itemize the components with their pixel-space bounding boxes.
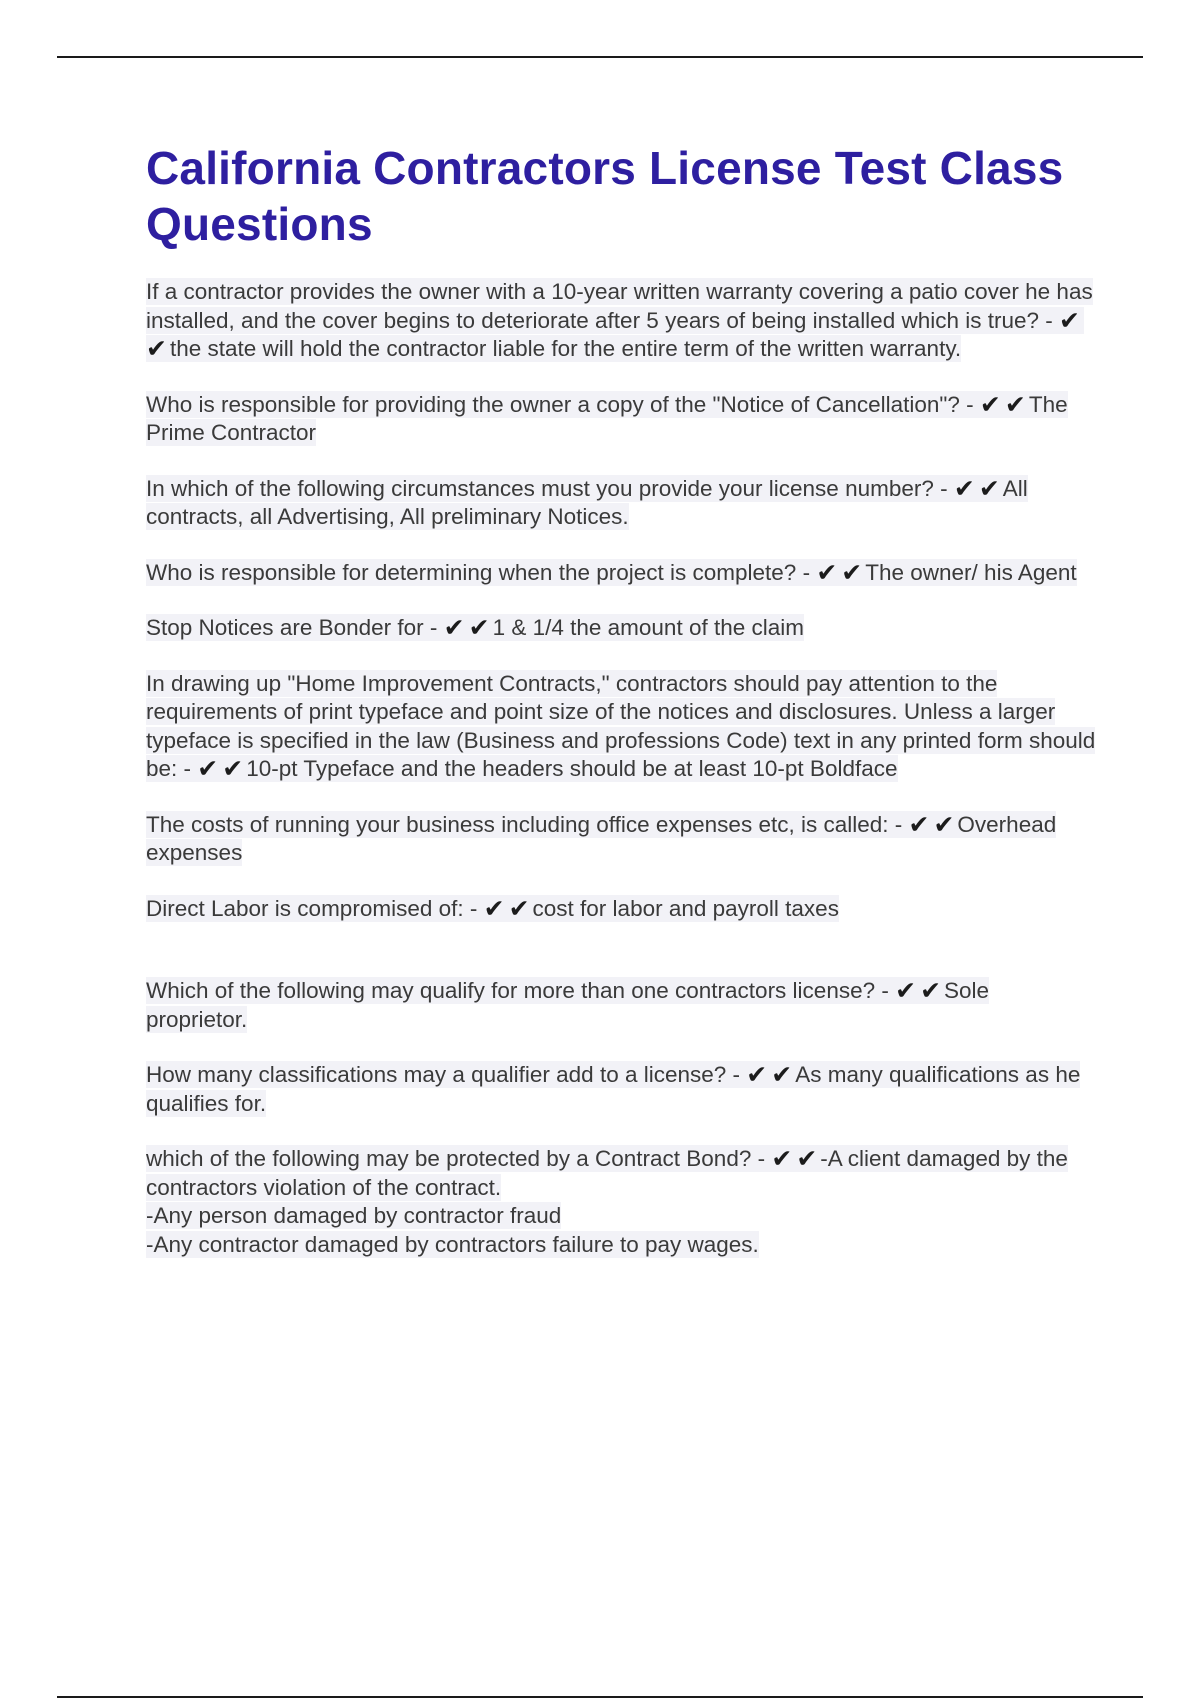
check-icon: ✔ xyxy=(771,1144,793,1173)
check-icon: ✔ xyxy=(979,389,1001,419)
question-text: Stop Notices are Bonder for - xyxy=(146,615,438,640)
qa-item-8 xyxy=(146,895,1096,924)
qa-item-6 xyxy=(146,670,1096,784)
check-icon: ✔ xyxy=(816,557,838,587)
qa-item-9 xyxy=(146,977,1096,1034)
check-icon: ✔ xyxy=(796,1144,818,1173)
check-icon: ✔ xyxy=(197,754,219,783)
answer-line: -Any person damaged by contractor fraud xyxy=(146,1203,562,1228)
check-icon: ✔ xyxy=(146,334,167,363)
qa-item-3 xyxy=(146,475,1096,532)
question-text: which of the following may be protected by a Contract Bond? - xyxy=(146,1146,766,1171)
question-text: Which of the following may qualify for more than one contractors license? - xyxy=(146,978,889,1003)
answer-text: The Prime Contractor xyxy=(146,391,1068,445)
answer-line: -Any contractor damaged by contractors failure to pay wages. xyxy=(146,1231,759,1257)
question-text: Direct Labor is compromised of: - xyxy=(146,895,478,921)
check-icon: ✔ xyxy=(746,1060,768,1089)
check-icon: ✔ xyxy=(771,1060,793,1089)
check-icon: ✔ xyxy=(920,976,942,1005)
qa-item-11 xyxy=(146,1145,1096,1259)
top-rule xyxy=(57,56,1143,58)
question-text: The costs of running your business including office expenses etc, is called: - xyxy=(146,811,903,837)
answer-text: the state will hold the contractor liable for the entire term of the written warranty. xyxy=(169,336,962,361)
qa-item-4 xyxy=(146,559,1096,588)
answer-text: Sole proprietor. xyxy=(146,978,990,1032)
qa-item-10 xyxy=(146,1061,1096,1118)
document-body xyxy=(146,140,1096,1286)
question-text: If a contractor provides the owner with a 10-year written warranty covering a patio cover he has installed, and the cover begins to deteriorate after 5 years of being installed which is true? - xyxy=(146,279,1093,333)
check-icon: ✔ xyxy=(908,809,930,839)
answer-text: Overhead expenses xyxy=(146,811,1057,865)
check-icon: ✔ xyxy=(978,473,1000,503)
qa-item-5 xyxy=(146,614,1096,643)
qa-item-1 xyxy=(146,278,1096,364)
check-icon: ✔ xyxy=(508,893,530,923)
question-text: In drawing up "Home Improvement Contracts," contractors should pay attention to the requirements of print typeface and point size of the notices and disclosures. Unless a larger typeface is specified in the law (Business and professions Code) text in any printed form should be: - xyxy=(146,670,1096,781)
question-text: How many classifications may a qualifier add to a license? - xyxy=(146,1062,741,1087)
qa-item-2 xyxy=(146,391,1096,448)
question-text: In which of the following circumstances must you provide your license number? - xyxy=(146,475,948,501)
question-text: Who is responsible for determining when the project is complete? - xyxy=(146,559,811,585)
check-icon: ✔ xyxy=(933,809,955,839)
check-icon: ✔ xyxy=(443,613,465,642)
answer-text: The owner/ his Agent xyxy=(865,559,1077,585)
check-icon: ✔ xyxy=(468,613,490,642)
bottom-rule xyxy=(57,1696,1143,1698)
check-icon: ✔ xyxy=(841,557,863,587)
answer-text: All contracts, all Advertising, All preliminary Notices. xyxy=(146,475,1028,529)
check-icon: ✔ xyxy=(222,754,244,783)
check-icon: ✔ xyxy=(483,893,505,923)
check-icon: ✔ xyxy=(1059,305,1080,335)
answer-text: As many qualifications as he qualifies for. xyxy=(146,1062,1081,1116)
document-title: California Contractors License Test Class Questions xyxy=(146,142,1064,250)
answer-text: 10-pt Typeface and the headers should be at least 10-pt Boldface xyxy=(246,756,898,781)
check-icon: ✔ xyxy=(1004,389,1026,419)
answer-text: -A client damaged by the contractors violation of the contract. xyxy=(146,1146,1068,1200)
question-text: Who is responsible for providing the owner a copy of the "Notice of Cancellation"? - xyxy=(146,391,974,417)
answer-text: cost for labor and payroll taxes xyxy=(532,895,839,921)
qa-item-7 xyxy=(146,811,1096,868)
check-icon: ✔ xyxy=(953,473,975,503)
answer-text: 1 & 1/4 the amount of the claim xyxy=(492,615,804,640)
check-icon: ✔ xyxy=(895,976,917,1005)
